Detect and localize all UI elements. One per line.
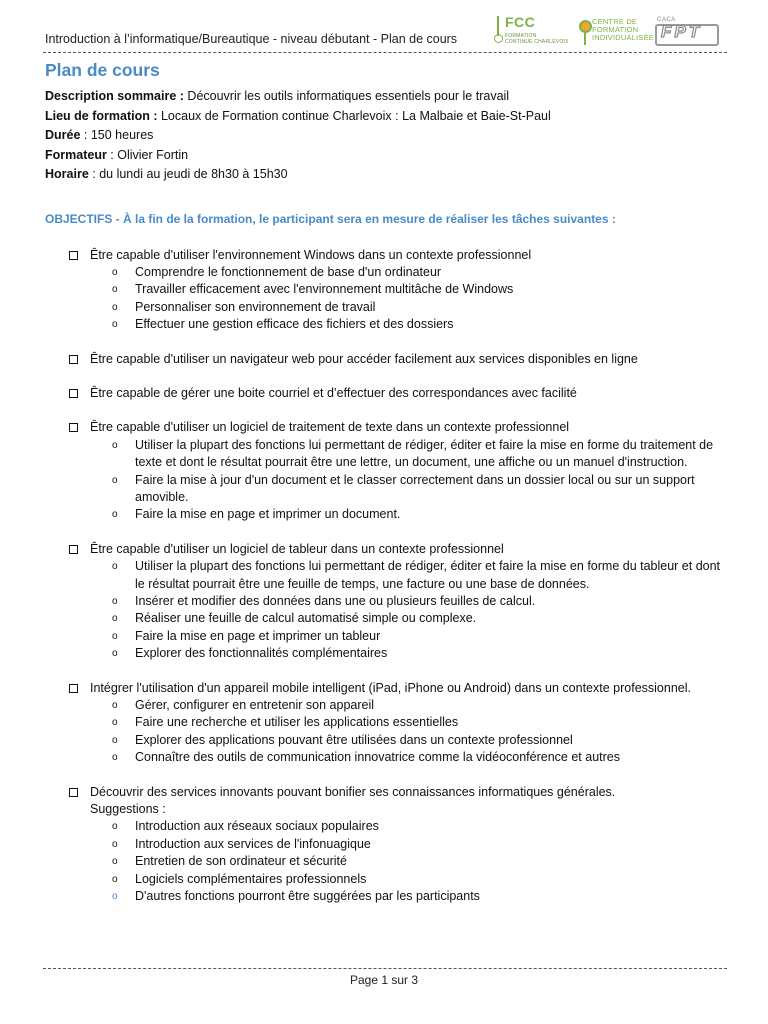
list-item-text: Entretien de son ordinateur et sécurité	[135, 854, 347, 869]
info-line	[45, 126, 725, 146]
objective-title: Être capable d'utiliser un logiciel de traitement de texte dans un contexte professionnel	[90, 420, 570, 435]
bullet-icon: o	[112, 700, 118, 712]
objective-title: Être capable de gérer une boite courriel et d’effectuer des correspondances avec facilité	[90, 385, 577, 400]
list-item	[112, 888, 725, 905]
objective-section	[45, 784, 725, 906]
sub-objective-list	[90, 697, 725, 767]
sub-objective-list	[90, 558, 725, 662]
document-body	[45, 60, 725, 923]
bullet-icon: o	[112, 891, 118, 903]
list-item	[112, 437, 725, 472]
list-item-text: Réaliser une feuille de calcul automatisé simple ou complexe.	[135, 611, 477, 626]
list-item	[112, 818, 725, 835]
objective-title: Être capable d'utiliser un logiciel de tableur dans un contexte professionnel	[90, 541, 504, 556]
info-value: Locaux de Formation continue Charlevoix : La Malbaie et Baie-St-Paul	[157, 108, 551, 123]
checkbox-icon	[69, 423, 78, 432]
objective-section	[45, 419, 725, 523]
objective-title: Être capable d'utiliser l'environnement Windows dans un contexte professionnel	[90, 247, 532, 262]
objective-title: Découvrir des services innovants pouvant bonifier ses connaissances informatiques générales.	[90, 784, 616, 799]
list-item-text: Introduction aux services de l'infonuagique	[135, 836, 371, 851]
page-number: Page 1 sur 3	[349, 973, 419, 987]
bullet-icon: o	[112, 319, 118, 331]
list-item	[112, 558, 725, 593]
info-label: Durée	[45, 128, 81, 142]
sub-objective-list	[90, 818, 725, 905]
page-header	[45, 14, 725, 54]
list-item-text: Faire la mise en page et imprimer un tableur	[135, 628, 381, 643]
checkbox-icon	[69, 545, 78, 554]
list-item	[112, 593, 725, 610]
list-item	[112, 264, 725, 281]
bullet-icon: o	[112, 613, 118, 625]
list-item	[112, 749, 725, 766]
page-title: Plan de cours	[45, 60, 160, 80]
list-item	[112, 645, 725, 662]
list-item	[112, 853, 725, 870]
list-item-text: Explorer des fonctionnalités complémentaires	[135, 646, 388, 661]
list-item	[112, 697, 725, 714]
cfi-logo-line2: FORMATION	[592, 25, 639, 34]
list-item	[112, 281, 725, 298]
fcc-logo-name: FCC	[505, 14, 536, 30]
list-item-text: Explorer des applications pouvant être utilisées dans un contexte professionnel	[135, 732, 573, 747]
suggestions-label: Suggestions :	[90, 802, 166, 817]
objective-section	[45, 351, 725, 368]
bullet-icon: o	[112, 284, 118, 296]
sub-objective-list	[90, 264, 725, 334]
list-item-text: Utiliser la plupart des fonctions lui permettant de rédiger, éditer et faire la mise en forme du tableur et dont le résultat pourrait être une feuille de temps, une facture ou une base de données.	[135, 559, 721, 591]
list-item	[112, 628, 725, 645]
cfi-logo-stem	[584, 33, 586, 45]
bullet-icon: o	[112, 648, 118, 660]
header-title: Introduction à l’informatique/Bureautique - niveau débutant - Plan de cours	[45, 32, 458, 46]
bullet-icon: o	[112, 630, 118, 642]
info-line	[45, 107, 725, 127]
bullet-icon: o	[112, 821, 118, 833]
bullet-icon: o	[112, 717, 118, 729]
header-divider	[43, 52, 727, 53]
bullet-icon: o	[112, 873, 118, 885]
info-value: : Olivier Fortin	[106, 147, 189, 162]
info-value: : du lundi au jeudi de 8h30 à 15h30	[88, 167, 288, 181]
bullet-icon: o	[112, 856, 118, 868]
list-item-text: Gérer, configurer en entretenir son appareil	[135, 698, 375, 713]
fcc-logo-stem	[497, 16, 505, 36]
cfi-logo-dot	[579, 20, 592, 33]
list-item-text: Comprendre le fonctionnement de base d'un ordinateur	[135, 264, 442, 279]
course-info	[45, 87, 725, 185]
objectives-heading: OBJECTIFS - À la fin de la formation, le participant sera en mesure de réaliser les tâches suivantes :	[45, 211, 616, 226]
list-item	[112, 871, 725, 888]
bullet-icon: o	[112, 474, 118, 486]
list-item	[112, 836, 725, 853]
list-item	[112, 714, 725, 731]
bullet-icon: o	[112, 509, 118, 521]
list-item-text: Introduction aux réseaux sociaux populaires	[135, 819, 379, 834]
cfi-logo-line3: INDIVIDUALISÉE	[592, 33, 654, 42]
checkbox-icon	[69, 389, 78, 398]
info-label: Lieu de formation :	[45, 108, 158, 123]
list-item-text: Logiciels complémentaires professionnels	[135, 871, 367, 886]
list-item	[112, 299, 725, 316]
objective-section	[45, 247, 725, 334]
fcc-logo-circle	[494, 34, 503, 43]
bullet-icon: o	[112, 596, 118, 607]
checkbox-icon	[69, 355, 78, 364]
list-item	[112, 472, 725, 507]
fpt-logo-top: CACA	[657, 17, 676, 23]
list-item-text: Personnaliser son environnement de travail	[135, 299, 376, 314]
bullet-icon: o	[112, 439, 118, 451]
list-item-text: Faire une recherche et utiliser les applications essentielles	[135, 715, 459, 730]
info-line	[45, 146, 725, 166]
cfi-logo-line1: CENTRE DE	[592, 17, 638, 26]
checkbox-icon	[69, 788, 78, 797]
list-item-text: Connaître des outils de communication innovatrice comme la vidéoconférence et autres	[135, 750, 620, 765]
list-item-text: Faire la mise en page et imprimer un document.	[135, 507, 401, 522]
list-item	[112, 316, 725, 333]
checkbox-icon	[69, 684, 78, 693]
objective-title: Être capable d'utiliser un navigateur web pour accéder facilement aux services disponibles en ligne	[90, 351, 638, 366]
list-item-text: Effectuer une gestion efficace des fichiers et des dossiers	[135, 317, 454, 332]
cfi-logo	[577, 16, 654, 50]
sub-objective-list	[90, 437, 725, 524]
checkbox-icon	[69, 251, 78, 260]
list-item-text: D'autres fonctions pourront être suggérées par les participants	[135, 889, 480, 904]
bullet-icon: o	[112, 838, 118, 850]
list-item-text: Utiliser la plupart des fonctions lui permettant de rédiger, éditer et faire la mise en forme du traitement de texte et dont le résultat pourrait être une lettre, un document, une affiche ou un manuel d'instruction.	[135, 437, 714, 470]
info-label: Description sommaire :	[45, 89, 184, 103]
bullet-icon: o	[112, 752, 118, 764]
info-label: Horaire	[45, 167, 89, 181]
bullet-icon: o	[112, 734, 118, 746]
fcc-logo-line1: FORMATION	[505, 33, 537, 39]
bullet-icon: o	[112, 266, 118, 278]
list-item	[112, 506, 725, 523]
info-line	[45, 87, 725, 107]
objective-section	[45, 385, 725, 402]
footer-divider	[43, 968, 727, 969]
fcc-logo	[495, 16, 569, 50]
objective-section	[45, 541, 725, 663]
fpt-logo	[655, 16, 725, 50]
objectives-list	[45, 247, 725, 906]
objective-section	[45, 680, 725, 767]
bullet-icon: o	[112, 561, 118, 573]
list-item-text: Travailler efficacement avec l'environnement multitâche de Windows	[135, 282, 514, 297]
objective-title: Intégrer l'utilisation d'un appareil mobile intelligent (iPad, iPhone ou Android) dans un contexte professionnel.	[90, 680, 691, 695]
list-item-text: Faire la mise à jour d'un document et le classer correctement dans un dossier local ou sur un support amovible.	[135, 472, 695, 504]
info-label: Formateur	[45, 147, 107, 162]
bullet-icon: o	[112, 301, 118, 313]
info-value: : 150 heures	[80, 128, 154, 142]
list-item	[112, 610, 725, 627]
list-item-text: Insérer et modifier des données dans une ou plusieurs feuilles de calcul.	[135, 594, 536, 608]
fpt-logo-name: FPT	[661, 22, 703, 41]
info-line	[45, 165, 725, 185]
list-item	[112, 732, 725, 749]
info-value: Découvrir les outils informatiques essentiels pour le travail	[183, 89, 510, 103]
header-logos	[495, 16, 725, 50]
fcc-logo-line2: CONTINUE CHARLEVOIX	[505, 39, 569, 45]
